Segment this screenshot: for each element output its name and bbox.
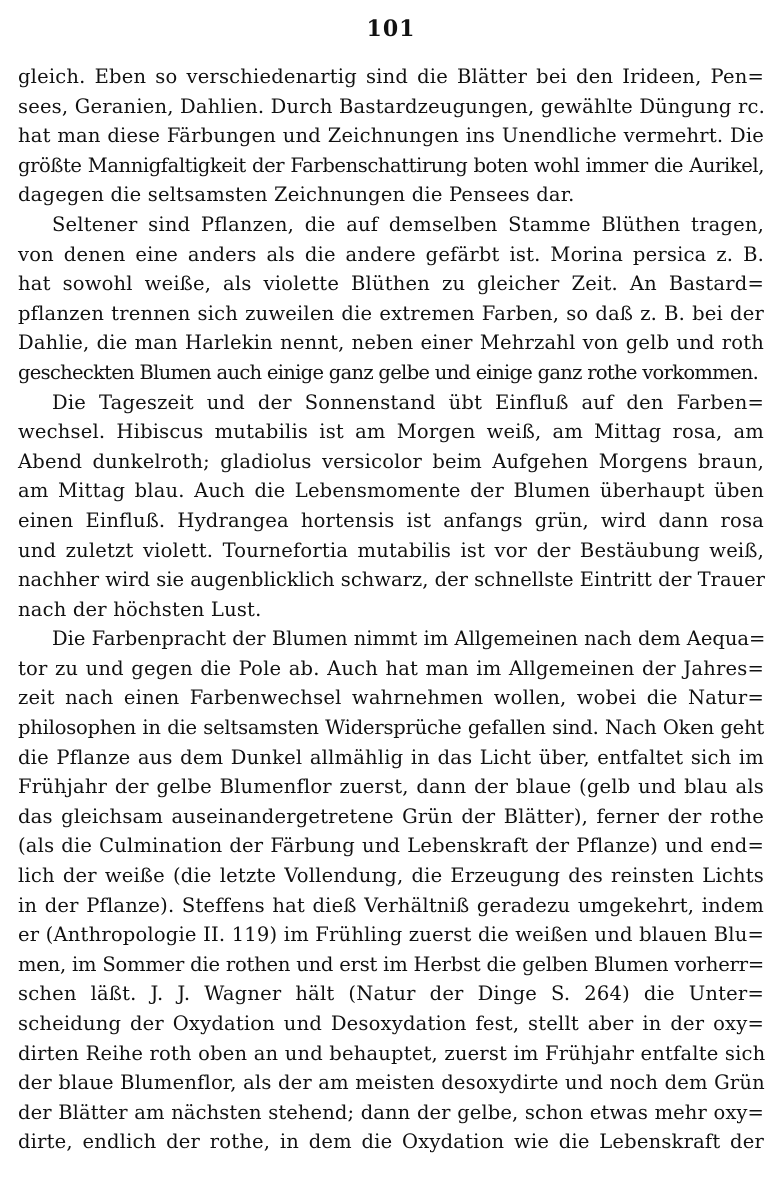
text-line: er (Anthropologie II. 119) im Frühling zuerst die weißen und blauen Blu= <box>18 923 764 947</box>
text-line: gleich. Eben so verschiedenartig sind die Blätter bei den Irideen, Pen= <box>18 65 764 88</box>
text-line: gescheckten Blumen auch einige ganz gelbe und einige ganz rothe vorkommen. <box>18 360 759 384</box>
text-line: der blaue Blumenflor, als der am meisten desoxydirte und noch dem Grün <box>18 1071 765 1095</box>
text-line: scheidung der Oxydation und Desoxydation fest, stellt aber in der oxy= <box>18 1012 764 1035</box>
text-line: größte Mannigfaltigkeit der Farbenschattirung boten wohl immer die Aurikel, <box>18 153 764 177</box>
text-line: das gleichsam auseinandergetretene Grün der Blätter), ferner der rothe <box>18 804 764 828</box>
text-line: dagegen die seltsamsten Zeichnungen die Pensees dar. <box>18 183 575 207</box>
text-line: tor zu und gegen die Pole ab. Auch hat man im Allgemeinen der Jahres= <box>18 656 764 680</box>
text-line: Frühjahr der gelbe Blumenflor zuerst, dann der blaue (gelb und blau als <box>18 775 764 799</box>
text-line: wechsel. Hibiscus mutabilis ist am Morgen weiß, am Mittag rosa, am <box>18 420 764 444</box>
text-line: Die Farbenpracht der Blumen nimmt im Allgemeinen nach dem Aequa= <box>52 627 766 651</box>
text-line: von denen eine anders als die andere gefärbt ist. Morina persica z. B. <box>18 242 764 266</box>
text-line: am Mittag blau. Auch die Lebensmomente der Blumen überhaupt üben <box>18 479 764 503</box>
text-line: lich der weiße (die letzte Vollendung, die Erzeugung des reinsten Lichts <box>18 864 764 888</box>
text-line: sees, Geranien, Dahlien. Durch Bastardzeugungen, gewählte Düngung rc. <box>18 94 765 118</box>
text-line: philosophen in die seltsamsten Widersprüche gefallen sind. Nach Oken geht <box>18 716 764 740</box>
text-line: (als die Culmination der Färbung und Lebenskraft der Pflanze) und end= <box>18 834 764 858</box>
text-line: zeit nach einen Farbenwechsel wahrnehmen wollen, wobei die Natur= <box>18 686 764 710</box>
page-text-body <box>18 62 764 1157</box>
text-line: hat man diese Färbungen und Zeichnungen ins Unendliche vermehrt. Die <box>18 124 764 148</box>
page-number: 101 <box>366 16 416 42</box>
text-line: nachher wird sie augenblicklich schwarz, der schnellste Eintritt der Trauer <box>18 568 765 592</box>
text-line: Dahlie, die man Harlekin nennt, neben einer Mehrzahl von gelb und roth <box>18 331 764 355</box>
text-line: hat sowohl weiße, als violette Blüthen zu gleicher Zeit. An Bastard= <box>18 272 764 296</box>
text-line: schen läßt. J. J. Wagner hält (Natur der Dinge S. 264) die Unter= <box>18 982 764 1006</box>
text-line: Die Tageszeit und der Sonnenstand übt Einfluß auf den Farben= <box>52 390 764 414</box>
text-line: einen Einfluß. Hydrangea hortensis ist anfangs grün, wird dann rosa <box>18 508 764 532</box>
text-line: und zuletzt violett. Tournefortia mutabilis ist vor der Bestäubung weiß, <box>18 538 764 562</box>
book-page <box>18 14 764 1157</box>
text-line: der Blätter am nächsten stehend; dann der gelbe, schon etwas mehr oxy= <box>18 1100 764 1124</box>
text-line: in der Pflanze). Steffens hat dieß Verhältniß geradezu umgekehrt, indem <box>18 893 764 917</box>
text-line: Abend dunkelroth; gladiolus versicolor beim Aufgehen Morgens braun, <box>18 449 764 473</box>
text-line: Seltener sind Pflanzen, die auf demselben Stamme Blüthen tragen, <box>52 212 764 236</box>
text-line: dirte, endlich der rothe, in dem die Oxydation wie die Lebenskraft der <box>18 1130 764 1154</box>
text-line: men, im Sommer die rothen und erst im Herbst die gelben Blumen vorherr= <box>18 952 764 976</box>
text-line: die Pflanze aus dem Dunkel allmählig in das Licht über, entfaltet sich im <box>18 745 764 769</box>
text-line: nach der höchsten Lust. <box>18 597 262 621</box>
text-line: dirten Reihe roth oben an und behauptet, zuerst im Frühjahr entfalte sich <box>18 1041 766 1065</box>
text-line: pflanzen trennen sich zuweilen die extremen Farben, so daß z. B. bei der <box>18 301 764 325</box>
